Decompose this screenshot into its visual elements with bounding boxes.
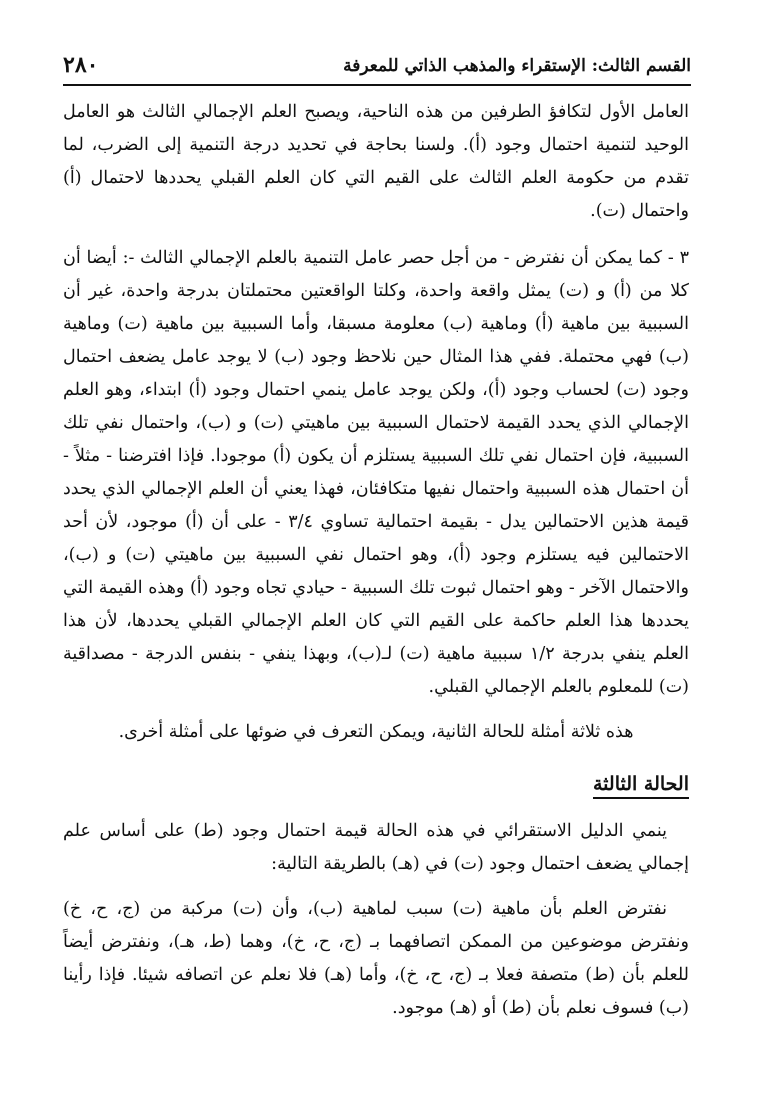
body-text	[63, 96, 689, 1025]
running-header	[63, 48, 691, 86]
running-header-title: القسم الثالث: الإستقراء والمذهب الذاتي للمعرفة	[343, 56, 691, 76]
paragraph: ينمي الدليل الاستقرائي في هذه الحالة قيمة احتمال وجود (ط) على أساس علم إجمالي يضعف احتمال وجود (ت) في (هـ) بالطريقة التالية:	[63, 821, 689, 874]
page-number: ٢٨٠	[63, 52, 99, 78]
section-heading: الحالة الثالثة	[63, 769, 689, 799]
paragraph: هذه ثلاثة أمثلة للحالة الثانية، ويمكن التعرف في ضوئها على أمثلة أخرى.	[118, 722, 634, 742]
paragraph: العامل الأول لتكافؤ الطرفين من هذه الناحية، ويصبح العلم الإجمالي الثالث هو العامل الوحيد لتنمية احتمال وجود (أ). ولسنا بحاجة في تحديد درجة التنمية إلى الضرب، لما تقدم من حكومة العلم الثالث على القيم التي كان العلم القبلي يحددها لاحتمال (أ) واحتمال (ت).	[63, 102, 689, 221]
paragraph: نفترض العلم بأن ماهية (ت) سبب لماهية (ب)، وأن (ت) مركبة من (ج، ح، خ) ونفترض موضوعين من الممكن اتصافهما بـ (ج، ح، خ)، وهما (ط، هـ)، ونفترض أيضاً للعلم بأن (ط) متصفة فعلا بـ (ج، ح، خ)، وأما (هـ) فلا نعلم عن اتصافه شيئا. فإذا رأينا (ب) فسوف نعلم بأن (ط) أو (هـ) موجود.	[63, 899, 689, 1018]
paragraph: ٣ - كما يمكن أن نفترض - من أجل حصر عامل التنمية بالعلم الإجمالي الثالث -: أيضا أن كلا من (أ) و (ت) يمثل واقعة واحدة، وكلتا الواقعتين محتملتان بدرجة واحدة، غير أن السببية بين ماهية (أ) وماهية (ب) معلومة مسبقا، وأما السببية بين ماهية (ت) وماهية (ب) فهي محتملة. ففي هذا المثال حين نلاحظ وجود (ب) لا يوجد عامل يضعف احتمال وجود (ت) لحساب وجود (أ)، ولكن يوجد عامل ينمي احتمال وجود (أ) ابتداء، وهو العلم الإجمالي الذي يحدد القيمة لاحتمال السببية بين ماهيتي (ت) و (ب)، واحتمال نفي تلك السببية، فإن احتمال نفي تلك السببية يستلزم أن يكون (أ) موجودا. فإذا افترضنا - مثلاً - أن احتمال هذه السببية واحتمال نفيها متكافئان، فهذا يعني أن العلم الإجمالي الذي يحدد قيمة هذين الاحتمالين يدل - بقيمة احتمالية تساوي ٣/٤ - على أن (أ) موجود، لأن أحد الاحتمالين فيه يستلزم وجود (أ)، وهو احتمال نفي السببية بين ماهيتي (ت) و (ب)، والاحتمال الآخر - وهو احتمال ثبوت تلك السببية - حيادي تجاه وجود (أ) وهذه القيمة التي يحددها هذا العلم حاكمة على القيم التي كان العلم الإجمالي القبلي يحددها، لأن هذا العلم ينفي بدرجة ١/٢ سببية ماهية (ت) لـ(ب)، وبهذا ينفي - بنفس الدرجة - مصداقية (ت) للمعلوم بالعلم الإجمالي القبلي.	[63, 248, 690, 697]
